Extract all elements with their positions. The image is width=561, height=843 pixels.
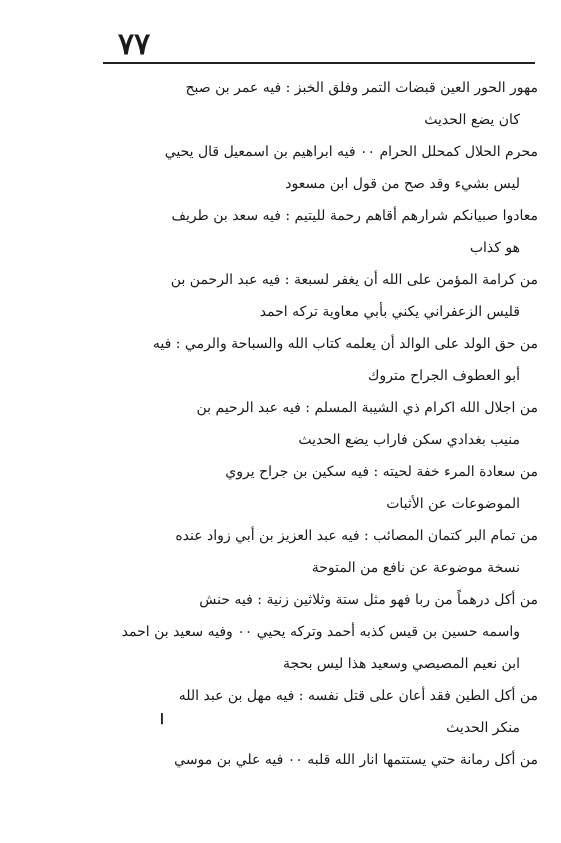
text-line: كان يضع الحديث [424,112,520,128]
text-line: معادوا صبيانكم شرارهم أقاهم رحمة لليتيم : فيه سعد بن طريف [171,208,538,224]
text-line: واسمه حسين بن قيس كذبه أحمد وتركه يحيي ٠٠ وفيه سعيد بن احمد [121,624,520,640]
text-line: من كرامة المؤمن على الله أن يغفر لسبعة : فيه عبد الرحمن بن [170,272,538,288]
text-line: أبو العطوف الجراح متروك [367,368,520,384]
text-line: ليس بشيء وقد صح من قول ابن مسعود [285,176,520,192]
text-line: ابن نعيم المصيصي وسعيد هذا ليس بحجة [282,656,520,672]
text-line: منيب بغدادي سكن فاراب يضع الحديث [298,432,520,448]
text-line: نسخة موضوعة عن نافع من المتوحة [311,560,520,576]
text-line: من أكل الطين فقد أعان على قتل نفسه : فيه مهل بن عبد الله [178,688,538,704]
text-line: محرم الحلال كمحلل الحرام ٠٠ فيه ابراهيم بن اسمعيل قال يحيي [164,144,538,160]
header-rule [103,62,535,64]
text-line: مهور الحور العين قبضات التمر وفلق الخبز : فيه عمر بن صبح [185,80,538,96]
text-line: من تمام البر كتمان المصائب : فيه عبد العزيز بن أبي زواد عنده [175,528,538,544]
text-line: من سعادة المرء خفة لحيته : فيه سكين بن جراح يروي [225,464,538,480]
text-body [90,72,538,776]
page-number: ٧٧ [118,27,151,62]
text-line: الموضوعات عن الأثبات [386,496,520,512]
text-line: من حق الولد على الوالد أن يعلمه كتاب الله والسباحة والرمي : فيه [152,336,538,352]
text-line: من أكل درهماً من ربا فهو مثل ستة وثلاثين زنية : فيه حنش [199,592,538,608]
text-line: هو كذاب [469,240,520,256]
text-line: من اجلال الله اكرام ذي الشيبة المسلم : فيه عبد الرحيم بن [196,400,538,416]
text-line: قليس الزعفراني يكني بأبي معاوية تركه احمد [259,304,520,320]
text-line: منكر الحديث [446,720,520,736]
page-mark: ا [160,712,164,728]
text-line: من أكل رمانة حتي يستتمها انار الله قلبه ٠٠ فيه علي بن موسي [174,752,538,768]
